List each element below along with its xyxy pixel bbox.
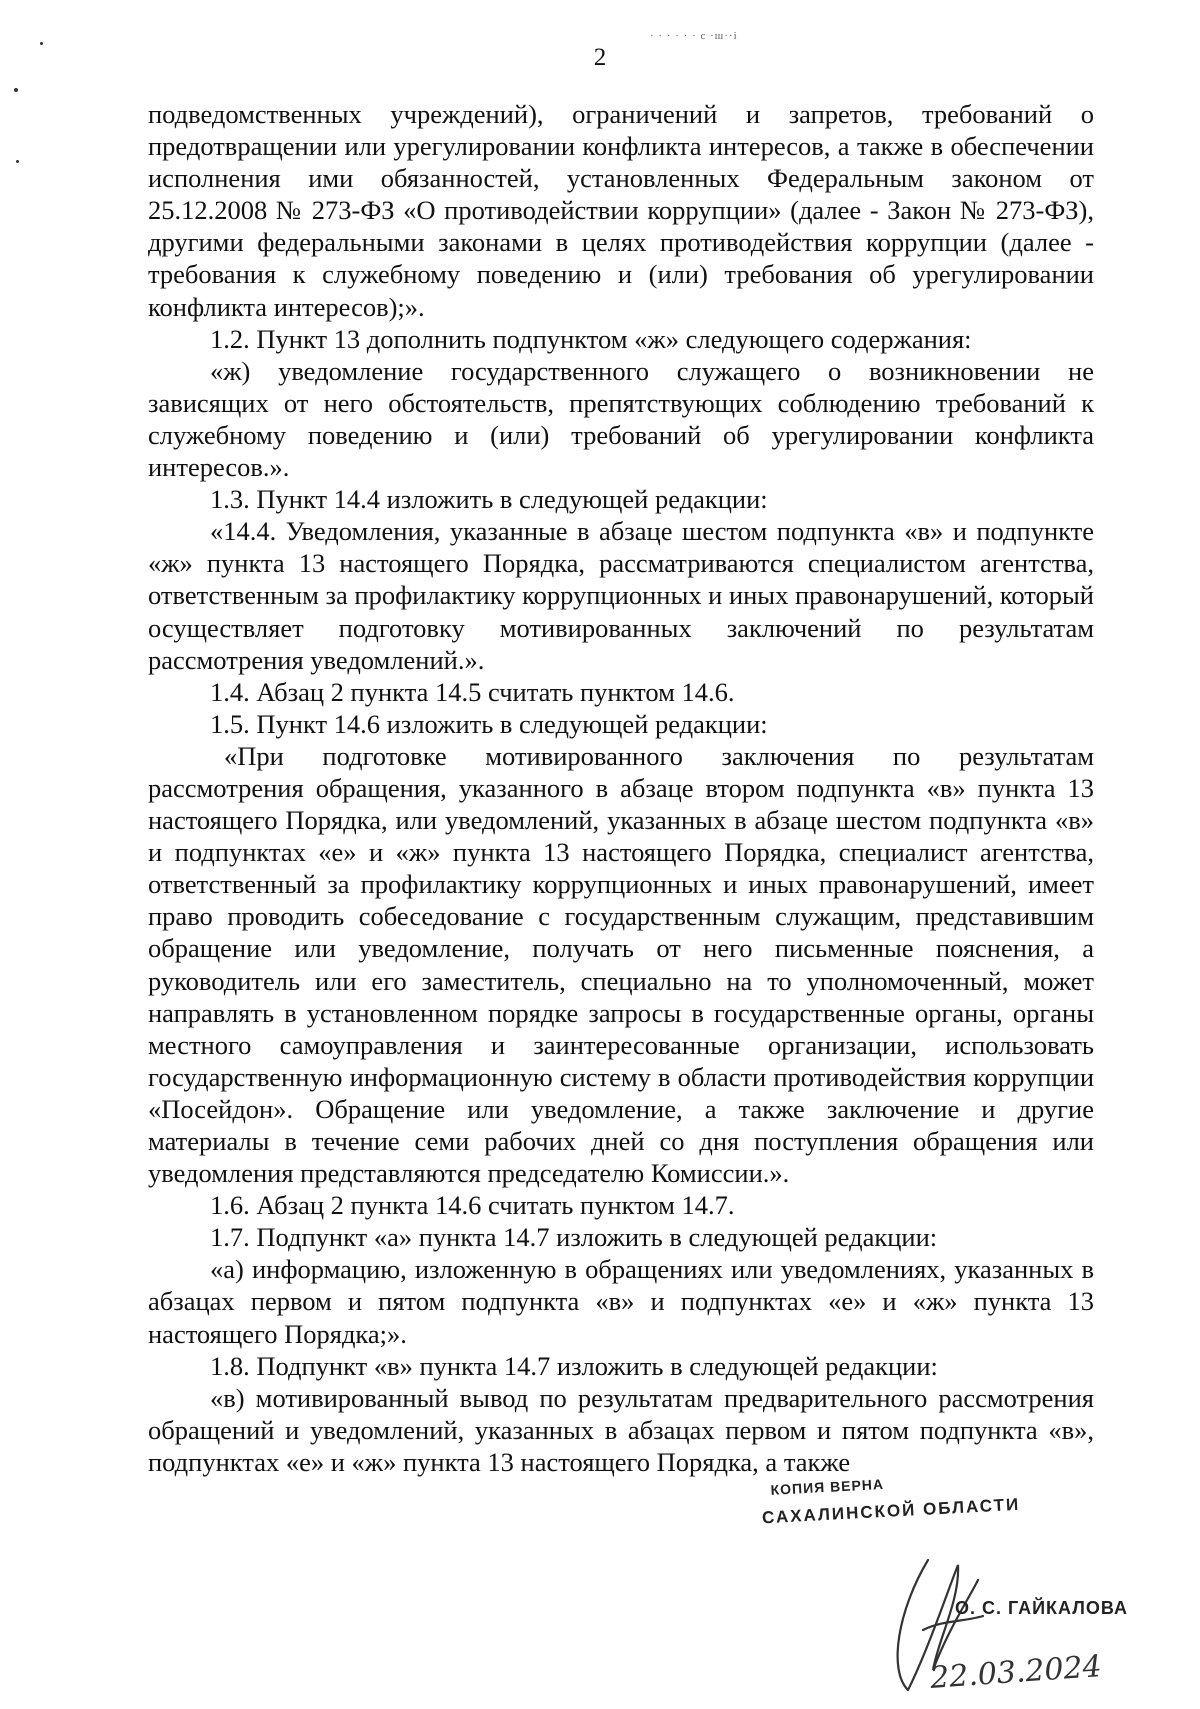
paragraph-1-5: 1.5. Пункт 14.6 изложить в следующей редакции: xyxy=(210,708,768,739)
paragraph-1-3: 1.3. Пункт 14.4 изложить в следующей редакции: xyxy=(210,484,768,515)
scan-noise: · · · · · · с ·ш··і xyxy=(650,30,738,42)
stamp-line-region: САХАЛИНСКОЙ ОБЛАСТИ xyxy=(761,1494,1021,1528)
scan-speck xyxy=(16,160,19,163)
paragraph-zh: «ж) уведомление государственного служащего о возникновении не зависящих от него обстоятельств, препятствующих соблюдению требований к служебному поведению и (или) требований об урегулировании конфликта интересов.». xyxy=(148,355,1094,483)
paragraph-1-4: 1.4. Абзац 2 пункта 14.5 считать пунктом 14.6. xyxy=(210,676,735,707)
signer-name: О. С. ГАЙКАЛОВА xyxy=(955,1598,1128,1618)
paragraph-continuation: подведомственных учреждений), ограничений и запретов, требований о предотвращении или урегулировании конфликта интересов, а также в обеспечении исполнения ими обязанностей, установленных Федеральным законом от 25.12.2008 № 273-ФЗ «О противодействии коррупции» (далее - Закон № 273-ФЗ), другими федеральными законами в целях противодействия коррупции (далее - требования к служебному поведению и (или) требования об урегулировании конфликта интересов);». xyxy=(148,99,1094,322)
signature-date: 22.03.2024 xyxy=(928,1649,1103,1696)
paragraph-1-7: 1.7. Подпункт «а» пункта 14.7 изложить в следующей редакции: xyxy=(210,1222,938,1253)
paragraph-1-8: 1.8. Подпункт «в» пункта 14.7 изложить в следующей редакции: xyxy=(210,1350,938,1381)
scan-speck xyxy=(14,88,18,92)
paragraph-14-4: «14.4. Уведомления, указанные в абзаце шестом подпункта «в» и подпункте «ж» пункта 13 настоящего Порядка, рассматриваются специалистом агентства, ответственным за профилактику коррупционных и иных правонарушений, который осуществляет подготовку мотивированных заключений по результатам рассмотрения уведомлений.». xyxy=(148,516,1094,675)
paragraph-1-2: 1.2. Пункт 13 дополнить подпунктом «ж» следующего содержания: xyxy=(210,323,972,354)
document-body xyxy=(148,98,1094,1478)
stamp-line-copy: КОПИЯ ВЕРНА xyxy=(770,1475,885,1498)
paragraph-14-6: «При подготовке мотивированного заключения по результатам рассмотрения обращения, указанного в абзаце втором подпункта «в» пункта 13 настоящего Порядка, или уведомлений, указанных в абзаце шестом подпункта «в» и подпунктах «е» и «ж» пункта 13 настоящего Порядка, специалист агентства, ответственный за профилактику коррупционных и иных правонарушений, имеет право проводить собеседование с государственным служащим, представившим обращение или уведомление, получать от него письменные пояснения, а руководитель или его заместитель, специально на то уполномоченный, может направлять в установленном порядке запросы в государственные органы, органы местного самоуправления и заинтересованные организации, использовать государственную информационную систему в области противодействия коррупции «Посейдон». Обращение или уведомление, а также заключение и другие материалы в течение семи рабочих дней со дня поступления обращения или уведомления представляются председателю Комиссии.». xyxy=(148,740,1094,1189)
page-number: 2 xyxy=(593,44,607,71)
paragraph-a: «а) информацию, изложенную в обращениях или уведомлениях, указанных в абзацах первом и пятом подпункта «в» и подпунктах «е» и «ж» пункта 13 настоящего Порядка;». xyxy=(148,1254,1094,1349)
paragraph-1-6: 1.6. Абзац 2 пункта 14.6 считать пунктом 14.7. xyxy=(210,1190,735,1221)
paragraph-v: «в) мотивированный вывод по результатам предварительного рассмотрения обращений и уведомлений, указанных в абзацах первом и пятом подпункта «в», подпунктах «е» и «ж» пункта 13 настоящего Порядка, а также xyxy=(148,1382,1094,1477)
